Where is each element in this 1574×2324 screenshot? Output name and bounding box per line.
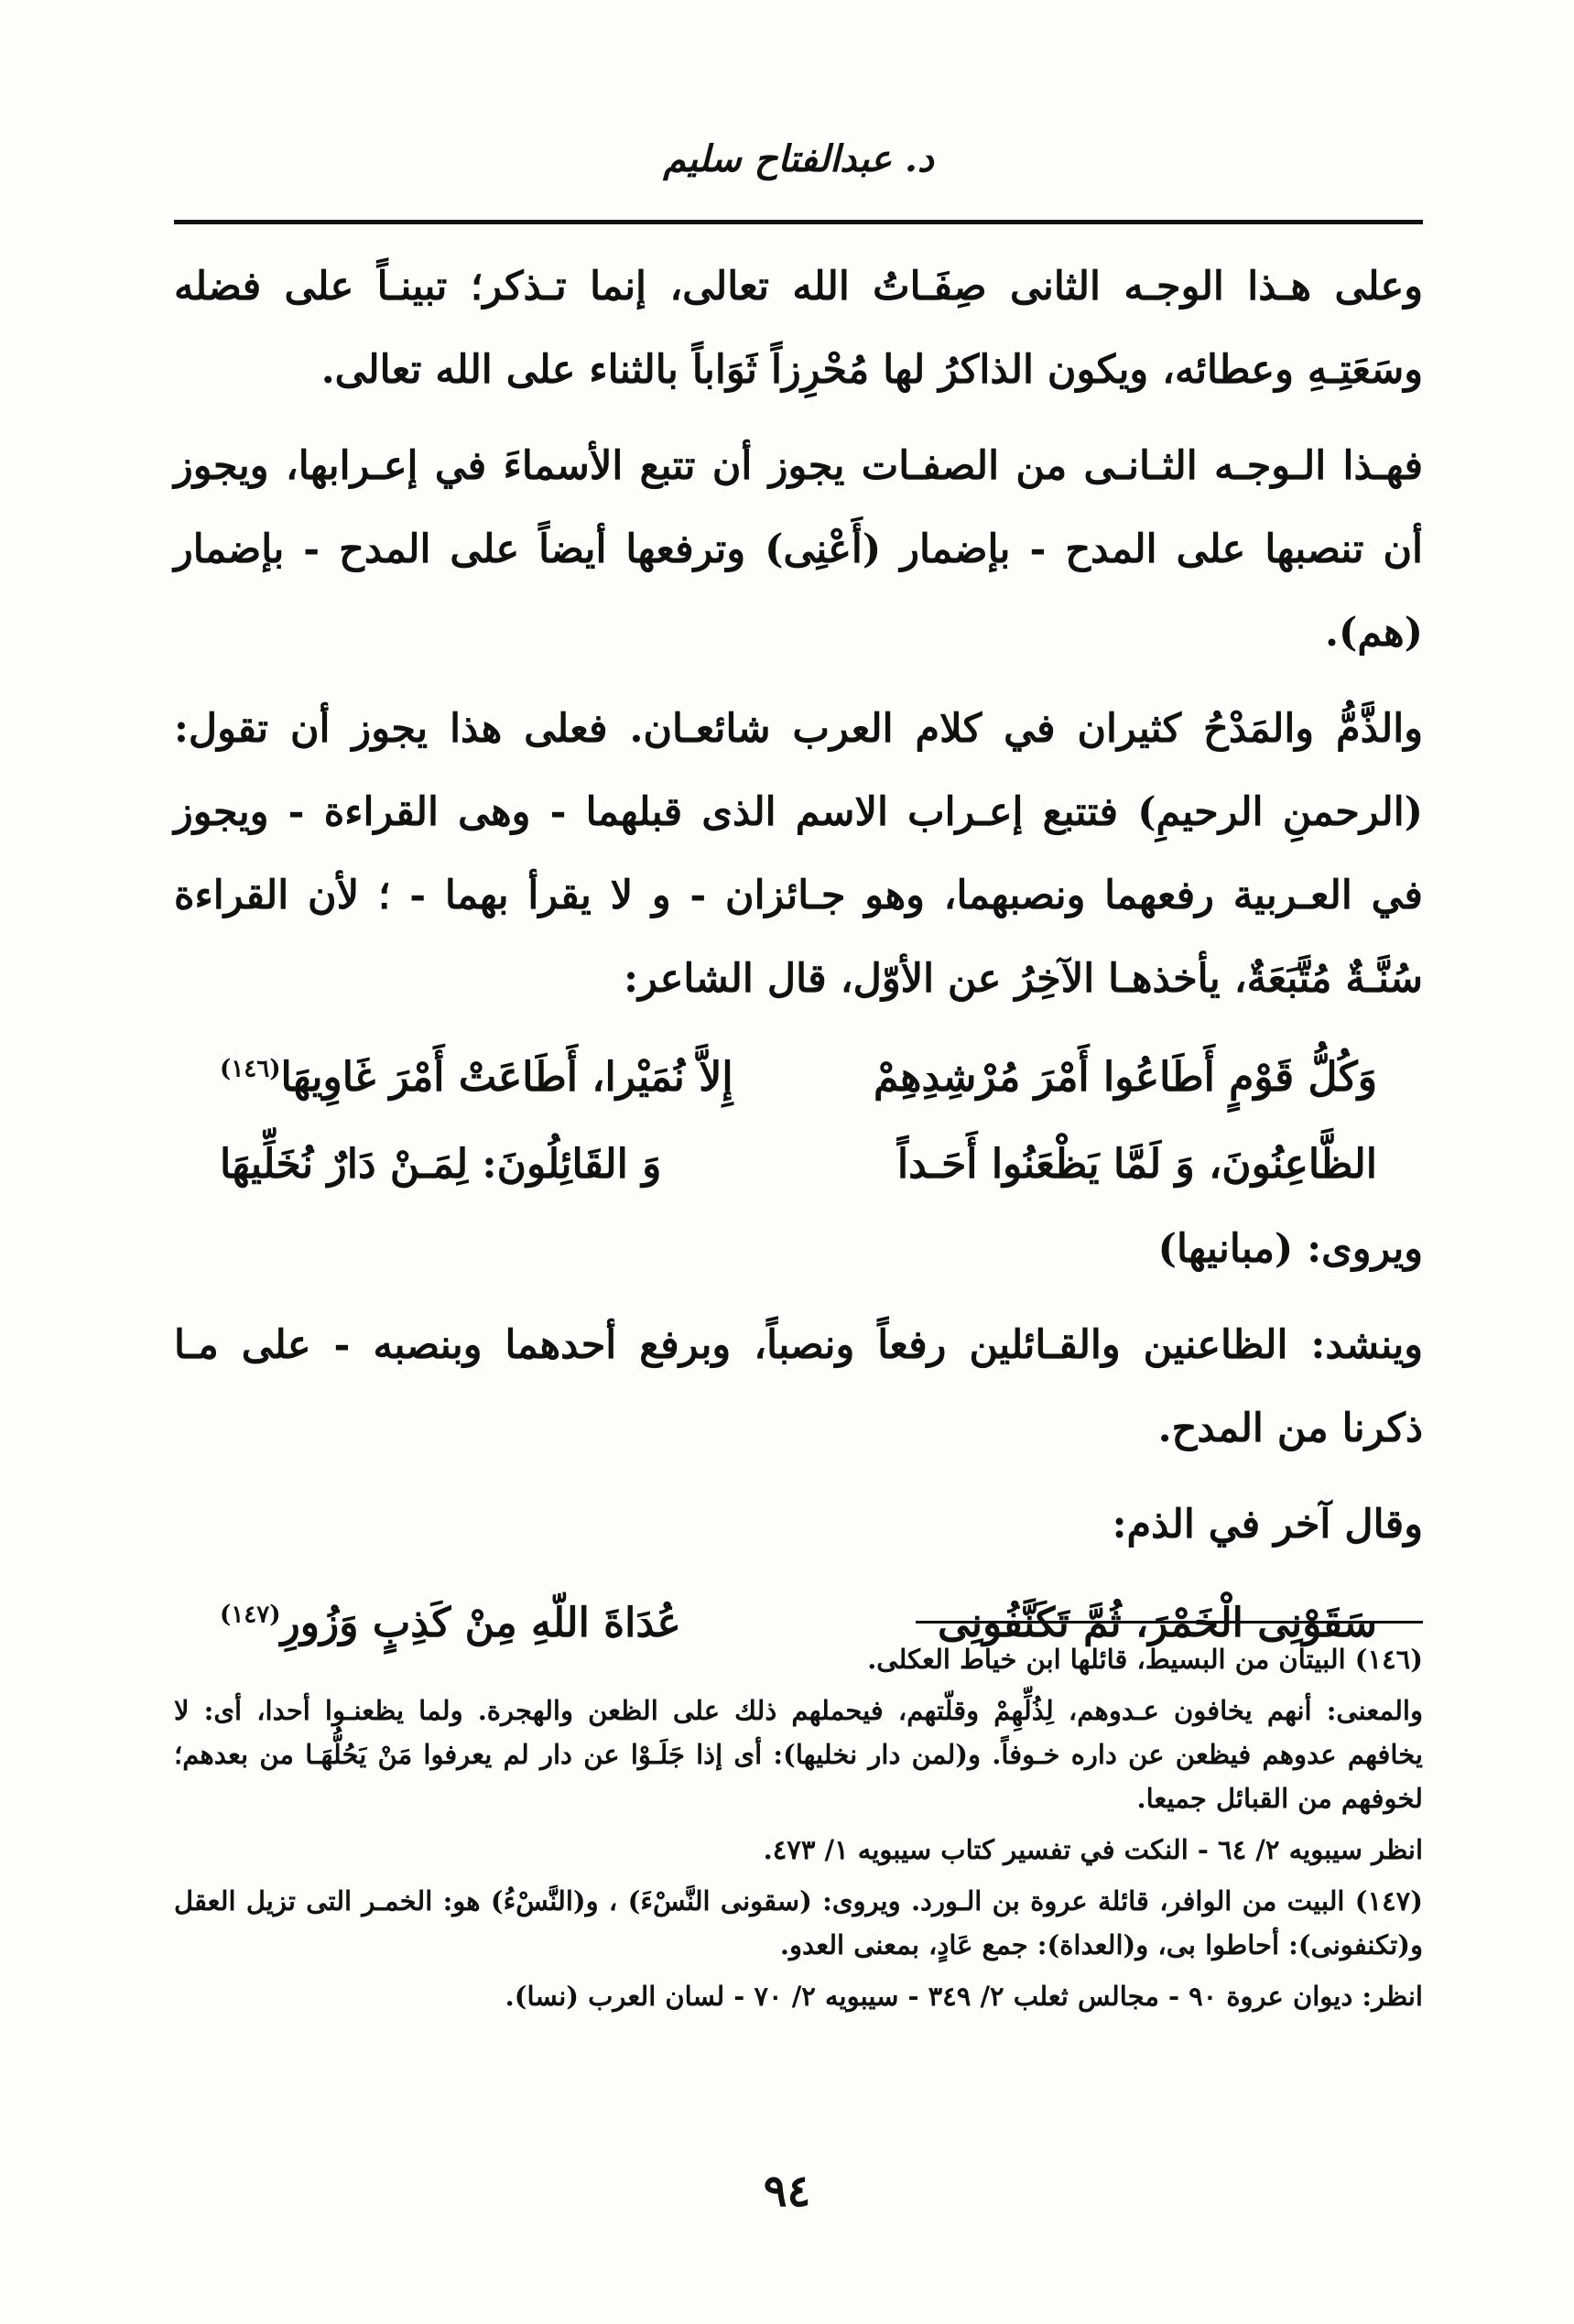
poem-verse xyxy=(174,1121,1423,1208)
paragraph: وينشد: الظاعنين والقـائلين رفعاً ونصباً، وبرفع أحدهما وبنصبه - على مـا ذكرنا من المدح. xyxy=(174,1322,1423,1451)
verse-first-hemistich: سَقَوْنِى الْخَمْرَ، ثُمَّ تَكَنَّفُونِى xyxy=(938,1600,1377,1646)
footnote: والمعنى: أنهم يخافون عـدوهم، لِذُلِّهِمْ وقلّتهم، فيحملهم ذلك على الظعن والهجرة. ولما يظعنـوا أحدا، أى: لا يخافهم عدوهم فيظعن عن داره خـوفاً. و(لمن دار نخليها): أى إذا جَلَـوْا عن دار لم يعرفوا مَنْ يَحُلُّهَـا من بعدهم؛ لخوفهم من القبائل جميعا. xyxy=(174,1695,1423,1814)
footnote: انظر: ديوان عروة ٩٠ - مجالس ثعلب ٢/ ٣٤٩ - سيبويه ٢/ ٧٠ - لسان العرب (نسا). xyxy=(505,1981,1423,2012)
paragraph: والذَّمُّ والمَدْحُ كثيران في كلام العرب شائعـان. فعلى هذا يجوز أن تقول: (الرحمنِ الرحيمِ) فتتبع إعـراب الاسم الذى قبلهما - وهى القراءة - ويجوز في العـربية رفعهما ونصبهما، وهو جـائزان - و لا يقرأ بهما - ؛ لأن القراءة سُنَّـةٌ مُتَّبَعَةٌ، يأخذهـا الآخِرُ عن الأوّل، قال الشاعر: xyxy=(174,706,1423,1002)
main-text xyxy=(174,245,1423,1667)
footnote: انظر سيبويه ٢/ ٦٤ - النكت في تفسير كتاب سيبويه ١/ ٤٧٣. xyxy=(763,1834,1423,1865)
verse-second-hemistich: وَ القَائِلُونَ: لِمَـنْ دَارٌ نُخَلِّيهَا xyxy=(220,1141,662,1188)
verse-second-hemistich: عُدَاةَ اللّهِ مِنْ كَذِبٍ وَزُورِ$^{(١٤٧)}$ xyxy=(220,1600,681,1646)
paragraph: فهـذا الـوجـه الثـانـى من الصفـات يجوز أن تتبع الأسماءَ في إعـرابها، ويجوز أن تنصبها على المدح - بإضمار (أَعْنِى) وترفعها أيضاً على المدح - بإضمار (هم). xyxy=(174,443,1423,656)
footnote: (١٤٧) البيت من الوافر، قائلة عروة بن الـورد. ويروى: (سقونى النَّسْءَ) ، و(النَّسْءُ) هو: الخمـر التى تزيل العقل و(تكنفونى): أحاطوا بى، و(العداة): جمع عَادٍ، بمعنى العدو. xyxy=(174,1885,1423,1960)
footnote-reference: (١٤٧) xyxy=(220,1601,281,1629)
running-header xyxy=(174,137,1423,201)
verse-first-hemistich: الظَّاعِنُونَ، وَ لَمَّا يَظْعَنُوا أَحَـداً xyxy=(896,1141,1377,1188)
paragraph: ويروى: (مبانيها) xyxy=(1157,1226,1423,1272)
footnotes xyxy=(174,1637,1423,2025)
page-number: ٩٤ xyxy=(763,2166,811,2217)
verse-second-hemistich: إِلاَّ نُمَيْرا، أَطَاعَتْ أَمْرَ غَاوِيهَا$^{(١٤٦)}$ xyxy=(220,1054,733,1101)
footnote-reference: (١٤٦) xyxy=(220,1055,281,1083)
verse-first-hemistich: وَكُلُّ قَوْمٍ أَطَاعُوا أَمْرَ مُرْشِدِهِمْ xyxy=(873,1054,1377,1101)
author-name: د. عبدالفتاح سليم xyxy=(663,137,934,180)
footnote-separator xyxy=(916,1621,1423,1624)
paragraph: وقال آخر في الذم: xyxy=(1112,1502,1423,1548)
header-rule xyxy=(174,220,1423,224)
paragraph: وعلى هـذا الوجـه الثانى صِفَـاتُ الله تعالى، إنما تـذكر؛ تبينـاً على فضله وسَعَتِـهِ وعطائه، ويكون الذاكرُ لها مُحْرِزاً ثَوَاباً بالثناء على الله تعالى. xyxy=(174,264,1423,393)
footnote: (١٤٦) البيتان من البسيط، قائلها ابن خياط العكلى. xyxy=(867,1644,1423,1675)
poem-verse xyxy=(174,1034,1423,1121)
